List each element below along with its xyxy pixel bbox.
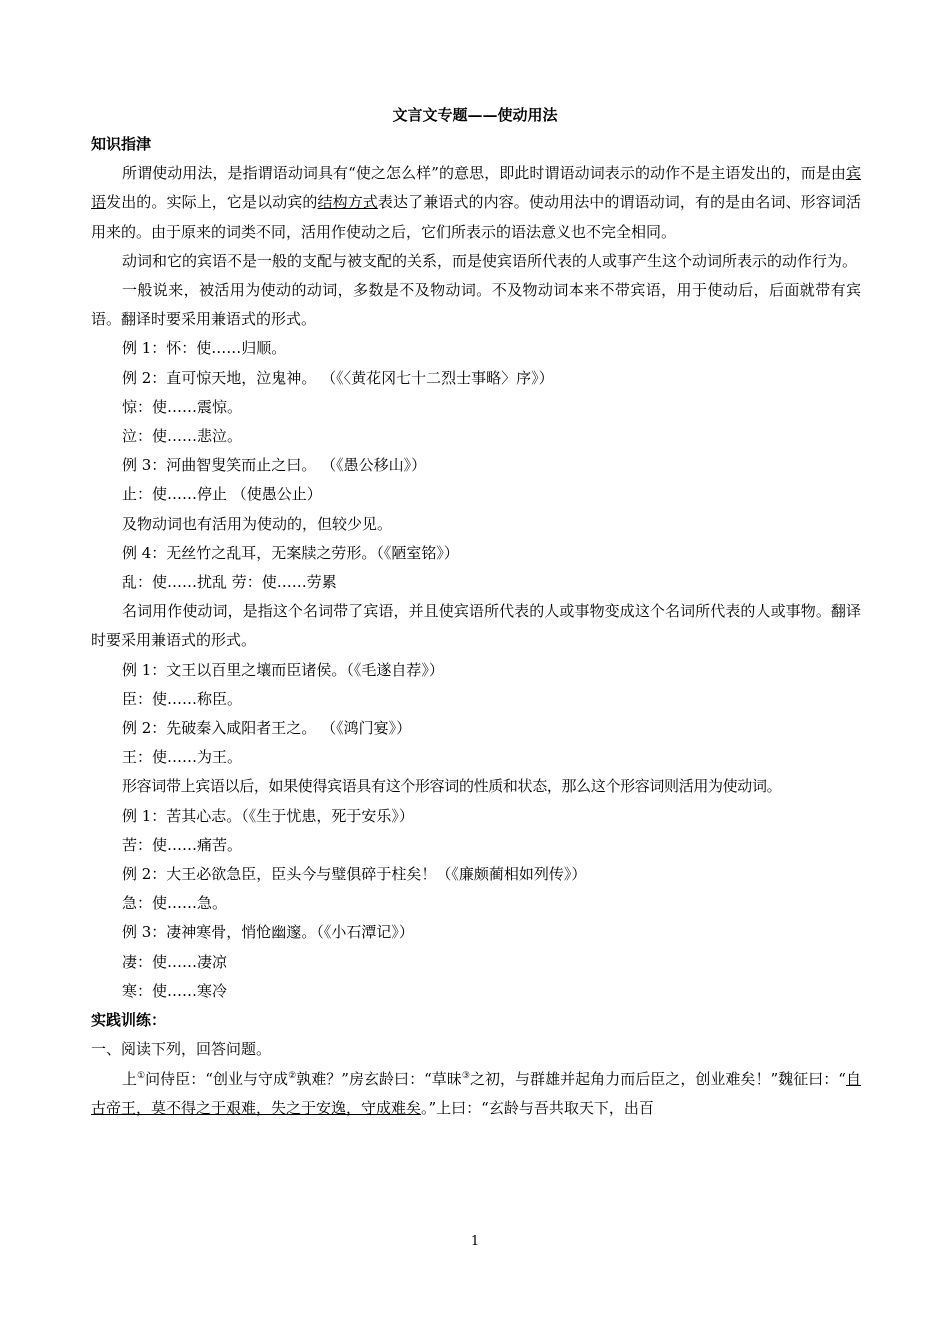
paragraph-verb-object: 动词和它的宾语不是一般的支配与被支配的关系，而是使宾语所代表的人或事产生这个动词所表示的动作行为。 — [122, 251, 858, 270]
example-line: 例 1：文王以百里之壤而臣诸侯。（《毛遂自荐》） — [122, 660, 444, 679]
reading-passage: 上①问侍臣：“创业与守成②孰难？”房玄龄曰：“草昧③之初，与群雄并起角力而后臣之，创业难矣！”魏征曰：“自古帝王，莫不得之于艰难，失之于安逸，守成难矣。”上曰：“玄龄与吾共取天下，出百 — [91, 1069, 861, 1117]
example-line: 例 3：凄神寒骨，悄怆幽邃。（《小石潭记》） — [122, 923, 414, 942]
example-line: 及物动词也有活用为使动的，但较少见。 — [122, 514, 393, 533]
page-number: 1 — [470, 1234, 480, 1249]
example-line: 寒：使……寒冷 — [122, 981, 228, 1000]
paragraph-adjective-usage: 形容词带上宾语以后，如果使得宾语具有这个形容词的性质和状态，那么这个形容词则活用为使动词。 — [122, 777, 782, 796]
example-line: 急：使……急。 — [122, 894, 228, 913]
example-line: 例 2：大王必欲急臣，臣头今与璧俱碎于柱矣！（《廉颇蔺相如列传》） — [122, 865, 587, 884]
example-line: 苦：使……痛苦。 — [122, 835, 243, 854]
example-line: 泣：使……悲泣。 — [122, 427, 243, 446]
question-one: 一、阅读下列，回答问题。 — [91, 1040, 272, 1059]
term-structure: 结构方式 — [317, 193, 378, 212]
paragraph-intransitive: 一般说来，被活用为使动的动词，多数是不及物动词。不及物动词本来不带宾语，用于使动后，后面就带有宾语。翻译时要采用兼语式的形式。 — [91, 281, 861, 329]
example-line: 臣：使……称臣。 — [122, 689, 243, 708]
example-line: 凄：使……凄凉 — [122, 952, 228, 971]
document-body — [91, 130, 861, 1123]
section-heading-guide: 知识指津 — [91, 135, 152, 153]
term-object: 宾语 — [91, 164, 861, 212]
paragraph-definition: 所谓使动用法，是指谓语动词具有“使之怎么样”的意思，即此时谓语动词表示的动作不是主语发出的，而是由宾语发出的。实际上，它是以动宾的结构方式表达了兼语式的内容。使动用法中的谓语动词，有的是由名词、形容词活用来的。由于原来的词类不同，活用作使动之后，它们所表示的语法意义也不完全相同。 — [91, 164, 861, 241]
example-line: 例 2：直可惊天地，泣鬼神。 （《〈黄花冈七十二烈士事略〉序》） — [122, 368, 554, 387]
example-line: 例 1：怀：使……归顺。 — [122, 339, 287, 358]
section-heading-practice: 实践训练： — [91, 1011, 167, 1030]
page-title: 文言文专题——使动用法 — [392, 106, 558, 124]
example-line: 惊：使……震惊。 — [122, 397, 243, 416]
example-line: 乱：使……扰乱 劳：使……劳累 — [122, 573, 337, 592]
example-line: 例 1：苦其心志。（《生于忧患，死于安乐》） — [122, 806, 414, 825]
example-line: 王：使……为王。 — [122, 748, 243, 767]
example-line: 例 4：无丝竹之乱耳，无案牍之劳形。（《陋室铭》） — [122, 543, 459, 562]
paragraph-noun-usage: 名词用作使动词，是指这个名词带了宾语，并且使宾语所代表的人或事物变成这个名词所代表的人或事物。翻译时要采用兼语式的形式。 — [91, 602, 861, 650]
footnote-marker: ② — [288, 1070, 297, 1081]
underlined-sentence: 自古帝王，莫不得之于艰难，失之于安逸，守成难矣 — [91, 1069, 861, 1117]
example-line: 例 3：河曲智叟笑而止之曰。 （《愚公移山》） — [122, 456, 427, 475]
footnote-marker: ③ — [461, 1070, 470, 1081]
example-line: 例 2：先破秦入咸阳者王之。 （《鸿门宴》） — [122, 719, 412, 738]
example-line: 止：使……停止 （使愚公止） — [122, 485, 322, 504]
footnote-marker: ① — [137, 1070, 146, 1081]
